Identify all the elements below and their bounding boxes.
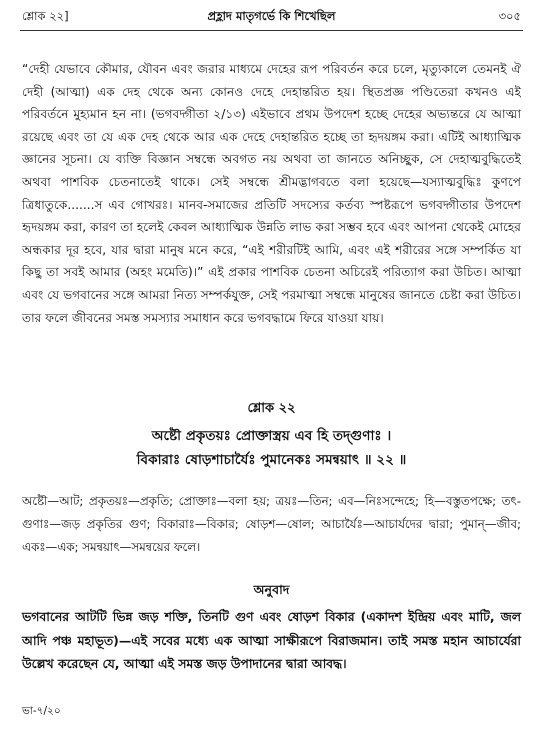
- header-chapter-title: প্রহ্লাদ মাতৃগর্ভে কি শিখেছিল: [207, 9, 336, 23]
- header-verse-ref: শ্লোক ২২]: [22, 9, 69, 23]
- verse-line-2: বিকারাঃ ষোড়শাচার্যৈঃ পুমানেকঃ সমন্বয়াৎ ॥ ২২ ॥: [136, 452, 407, 468]
- header-page-number: ৩০৫: [498, 9, 521, 23]
- page-header: [22, 8, 521, 30]
- header-divider: [20, 30, 523, 31]
- purport-paragraph: “দেহী যেভাবে কৌমার, যৌবন এবং জরার মাধ্যমে দেহের রূপ পরিবর্তন করে চলে, মৃত্যুকালে তেমনই ঐ দেহী (আত্মা) এক দেহ থেকে অন্য কোনও দেহে দেহান্তরিত হয়। স্থিতপ্রজ্ঞ পণ্ডিতেরা কখনও এই পরিবর্তনে মুহ্যমান হন না। (ভগবদ্গীতা ২/১৩) এইভাবে প্রথম উপদেশ হচ্ছে দেহের অভ্যন্তরে যে আত্মা রয়েছে এবং তা যে এক দেহ থেকে আর এক দেহে দেহান্তরিত হচ্ছে তা হৃদয়ঙ্গম করা। এটিই আধ্যাত্মিক জ্ঞানের সূচনা। যে ব্যক্তি বিজ্ঞান সম্বন্ধে অবগত নয় অথবা তা জানতে অনিচ্ছুক, সে দেহাত্মবুদ্ধিতেই অথবা পাশবিক চেতনাতেই থাকে। সেই সম্বন্ধে শ্রীমদ্ভাগবতে বলা হয়েছে—যস্যাত্মবুদ্ধিঃ কুণপে ত্রিধাতুকে.......স এব গোখরঃ। মানব-সমাজের প্রতিটি সদস্যের কর্তব্য স্পষ্টরূপে ভগবদ্গীতার উপদেশ হৃদয়ঙ্গম করা, কারণ তা হলেই কেবল আধ্যাত্মিক উন্নতি লাভ করা সম্ভব হবে এবং আপনা থেকেই মোহের অন্ধকার দূর হবে, যার দ্বারা মানুষ মনে করে, “এই শরীরটিই আমি, এবং এই শরীরের সঙ্গে সম্পর্কিত যা কিছু তা সবই আমার (অহং মমেতি)।” এই প্রকার পাশবিক চেতনা অচিরেই পরিত্যাগ করা উচিত। আত্মা এবং যে ভগবানের সঙ্গে আমরা নিত্য সম্পর্কযুক্ত, সেই পরমাত্মা সম্বন্ধে মানুষের জানতে চেষ্টা করা উচিত। তার ফলে জীবনের সমস্ত সমস্যার সমাধান করে ভগবদ্ধামে ফিরে যাওয়া যায়।: [22, 62, 521, 325]
- translation-text: ভগবানের আটটি ভিন্ন জড় শক্তি, তিনটি গুণ এবং ষোড়শ বিকার (একাদশ ইন্দ্রিয় এবং মাটি, জল আদি পঞ্চ মহাভূত)—এই সবের মধ্যে এক আত্মা সাক্ষীরূপে বিরাজমান। তাই সমস্ত মহান আচার্যেরা উল্লেখ করেছেন যে, আত্মা এই সমস্ত জড় উপাদানের দ্বারা আবদ্ধ।: [22, 609, 521, 671]
- translation-heading: অনুবাদ: [253, 582, 290, 597]
- page-footer-signature: ভা-৭/২০: [22, 705, 61, 717]
- purport-text: [22, 58, 521, 329]
- verse-line-1: অষ্টৌ প্রকৃতয়ঃ প্রোক্তাস্ত্রয় এব হি তদ্গুণাঃ ।: [151, 428, 392, 444]
- verse-number: শ্লোক ২২: [247, 401, 296, 416]
- word-synonyms: অষ্টৌ—আট; প্রকৃতয়ঃ—প্রকৃতি; প্রোক্তাঃ—বলা হয়; ত্রয়ঃ—তিন; এব—নিঃসন্দেহে; হি—বস্তুতপক্ষে; তৎ-গুণাঃ—জড় প্রকৃতির গুণ; বিকারাঃ—বিকার; ষোড়শ—ষোল; আচার্যৈঃ—আচার্যদের দ্বারা; পুমান্—জীব; একঃ—এক; সমন্বয়াৎ—সমন্বয়ের ফলে।: [22, 494, 521, 554]
- sanskrit-verse: [22, 424, 521, 472]
